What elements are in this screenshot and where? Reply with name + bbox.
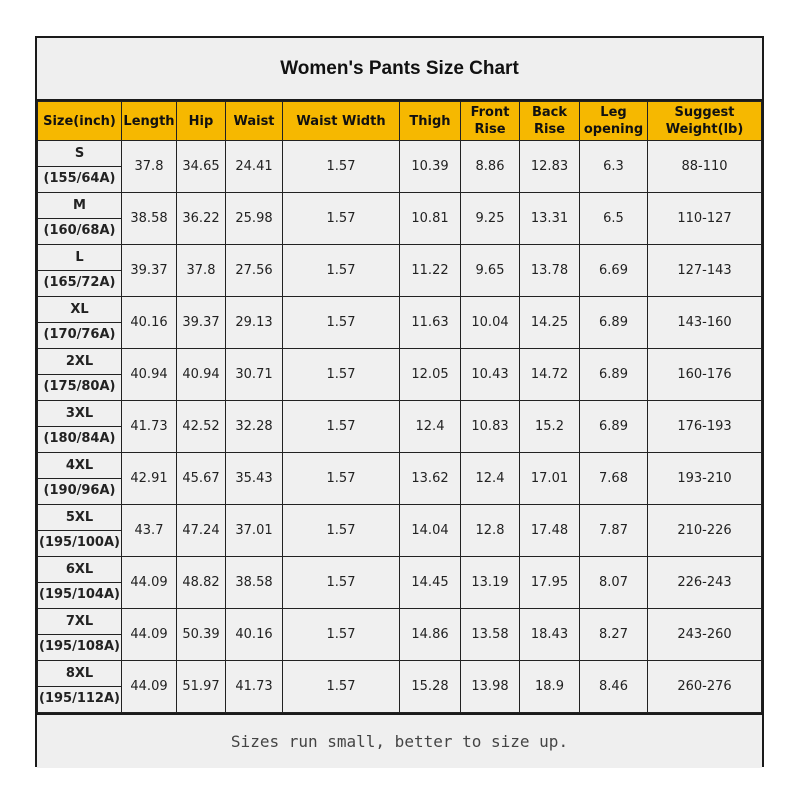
measurement-cell: 41.73: [122, 401, 177, 453]
measurement-cell: 47.24: [177, 505, 226, 557]
measurement-cell: 44.09: [122, 609, 177, 661]
measurement-cell: 30.71: [226, 349, 283, 401]
measurement-cell: 29.13: [226, 297, 283, 349]
measurement-cell: 25.98: [226, 193, 283, 245]
measurement-cell: 193-210: [648, 453, 762, 505]
measurement-cell: 243-260: [648, 609, 762, 661]
measurement-cell: 210-226: [648, 505, 762, 557]
measurement-cell: 39.37: [122, 245, 177, 297]
size-cell: [38, 245, 122, 297]
measurement-cell: 13.78: [520, 245, 580, 297]
size-cell: [38, 453, 122, 505]
measurement-cell: 48.82: [177, 557, 226, 609]
measurement-cell: 226-243: [648, 557, 762, 609]
size-cell: [38, 297, 122, 349]
size-label: 4XL: [38, 454, 121, 479]
measurement-cell: 37.8: [122, 141, 177, 193]
measurement-cell: 12.4: [400, 401, 461, 453]
measurement-cell: 6.5: [580, 193, 648, 245]
measurement-cell: 1.57: [283, 401, 400, 453]
column-header: Thigh: [400, 102, 461, 141]
measurement-cell: 24.41: [226, 141, 283, 193]
measurement-cell: 12.83: [520, 141, 580, 193]
measurement-cell: 14.04: [400, 505, 461, 557]
measurement-cell: 37.8: [177, 245, 226, 297]
measurement-cell: 38.58: [122, 193, 177, 245]
measurement-cell: 13.62: [400, 453, 461, 505]
measurement-cell: 11.63: [400, 297, 461, 349]
measurement-cell: 27.56: [226, 245, 283, 297]
measurement-cell: 43.7: [122, 505, 177, 557]
measurement-cell: 18.9: [520, 661, 580, 713]
measurement-cell: 35.43: [226, 453, 283, 505]
measurement-cell: 1.57: [283, 193, 400, 245]
measurement-cell: 9.65: [461, 245, 520, 297]
measurement-cell: 12.8: [461, 505, 520, 557]
size-code: (175/80A): [43, 379, 116, 394]
size-label: L: [38, 246, 121, 271]
column-header: Back Rise: [520, 102, 580, 141]
measurement-cell: 6.69: [580, 245, 648, 297]
measurement-cell: 10.81: [400, 193, 461, 245]
column-header: Waist: [226, 102, 283, 141]
measurement-cell: 6.89: [580, 401, 648, 453]
measurement-cell: 15.28: [400, 661, 461, 713]
measurement-cell: 6.3: [580, 141, 648, 193]
column-header: Size(inch): [38, 102, 122, 141]
measurement-cell: 39.37: [177, 297, 226, 349]
table-row: [38, 245, 762, 297]
measurement-cell: 12.05: [400, 349, 461, 401]
measurement-cell: 10.39: [400, 141, 461, 193]
size-table: [37, 101, 762, 713]
measurement-cell: 88-110: [648, 141, 762, 193]
size-cell: [38, 661, 122, 713]
measurement-cell: 12.4: [461, 453, 520, 505]
chart-title: Women's Pants Size Chart: [37, 38, 762, 101]
size-label: 7XL: [38, 610, 121, 635]
size-cell: [38, 557, 122, 609]
measurement-cell: 41.73: [226, 661, 283, 713]
measurement-cell: 1.57: [283, 661, 400, 713]
measurement-cell: 42.52: [177, 401, 226, 453]
table-row: [38, 557, 762, 609]
measurement-cell: 14.45: [400, 557, 461, 609]
measurement-cell: 8.46: [580, 661, 648, 713]
size-code: (170/76A): [43, 327, 116, 342]
measurement-cell: 127-143: [648, 245, 762, 297]
measurement-cell: 32.28: [226, 401, 283, 453]
size-code: (165/72A): [43, 275, 116, 290]
measurement-cell: 110-127: [648, 193, 762, 245]
measurement-cell: 260-276: [648, 661, 762, 713]
size-code: (195/112A): [39, 691, 120, 706]
size-code: (195/100A): [39, 535, 120, 550]
measurement-cell: 14.72: [520, 349, 580, 401]
measurement-cell: 8.86: [461, 141, 520, 193]
header-row: [38, 102, 762, 141]
measurement-cell: 45.67: [177, 453, 226, 505]
size-label: 5XL: [38, 506, 121, 531]
size-note: Sizes run small, better to size up.: [37, 713, 762, 768]
measurement-cell: 14.86: [400, 609, 461, 661]
size-label: 6XL: [38, 558, 121, 583]
measurement-cell: 51.97: [177, 661, 226, 713]
size-chart: [35, 36, 764, 767]
measurement-cell: 13.58: [461, 609, 520, 661]
measurement-cell: 9.25: [461, 193, 520, 245]
table-row: [38, 609, 762, 661]
measurement-cell: 18.43: [520, 609, 580, 661]
column-header: Waist Width: [283, 102, 400, 141]
size-cell: [38, 401, 122, 453]
size-code: (195/104A): [39, 587, 120, 602]
table-row: [38, 349, 762, 401]
column-header: Suggest Weight(lb): [648, 102, 762, 141]
measurement-cell: 6.89: [580, 297, 648, 349]
measurement-cell: 42.91: [122, 453, 177, 505]
size-label: 8XL: [38, 662, 121, 687]
table-row: [38, 661, 762, 713]
size-label: 3XL: [38, 402, 121, 427]
measurement-cell: 17.95: [520, 557, 580, 609]
size-cell: [38, 505, 122, 557]
measurement-cell: 1.57: [283, 557, 400, 609]
measurement-cell: 1.57: [283, 453, 400, 505]
measurement-cell: 17.01: [520, 453, 580, 505]
size-code: (155/64A): [43, 171, 116, 186]
measurement-cell: 13.98: [461, 661, 520, 713]
column-header: Leg opening: [580, 102, 648, 141]
size-code: (195/108A): [39, 639, 120, 654]
measurement-cell: 36.22: [177, 193, 226, 245]
column-header: Front Rise: [461, 102, 520, 141]
measurement-cell: 37.01: [226, 505, 283, 557]
measurement-cell: 7.68: [580, 453, 648, 505]
measurement-cell: 13.19: [461, 557, 520, 609]
table-body: [38, 141, 762, 713]
measurement-cell: 40.16: [122, 297, 177, 349]
size-label: S: [38, 142, 121, 167]
measurement-cell: 1.57: [283, 245, 400, 297]
measurement-cell: 10.83: [461, 401, 520, 453]
size-label: M: [38, 194, 121, 219]
measurement-cell: 1.57: [283, 141, 400, 193]
measurement-cell: 44.09: [122, 557, 177, 609]
measurement-cell: 1.57: [283, 505, 400, 557]
size-label: 2XL: [38, 350, 121, 375]
column-header: Hip: [177, 102, 226, 141]
measurement-cell: 40.94: [177, 349, 226, 401]
measurement-cell: 160-176: [648, 349, 762, 401]
measurement-cell: 40.16: [226, 609, 283, 661]
size-label: XL: [38, 298, 121, 323]
size-code: (190/96A): [43, 483, 116, 498]
size-code: (160/68A): [43, 223, 116, 238]
measurement-cell: 143-160: [648, 297, 762, 349]
size-cell: [38, 193, 122, 245]
measurement-cell: 44.09: [122, 661, 177, 713]
measurement-cell: 14.25: [520, 297, 580, 349]
measurement-cell: 50.39: [177, 609, 226, 661]
measurement-cell: 6.89: [580, 349, 648, 401]
measurement-cell: 38.58: [226, 557, 283, 609]
measurement-cell: 8.27: [580, 609, 648, 661]
measurement-cell: 34.65: [177, 141, 226, 193]
measurement-cell: 7.87: [580, 505, 648, 557]
measurement-cell: 13.31: [520, 193, 580, 245]
size-cell: [38, 141, 122, 193]
measurement-cell: 1.57: [283, 609, 400, 661]
table-row: [38, 453, 762, 505]
size-cell: [38, 609, 122, 661]
table-row: [38, 505, 762, 557]
measurement-cell: 8.07: [580, 557, 648, 609]
measurement-cell: 17.48: [520, 505, 580, 557]
measurement-cell: 15.2: [520, 401, 580, 453]
table-row: [38, 401, 762, 453]
measurement-cell: 10.04: [461, 297, 520, 349]
table-row: [38, 141, 762, 193]
table-row: [38, 297, 762, 349]
measurement-cell: 40.94: [122, 349, 177, 401]
measurement-cell: 1.57: [283, 297, 400, 349]
size-cell: [38, 349, 122, 401]
measurement-cell: 1.57: [283, 349, 400, 401]
table-row: [38, 193, 762, 245]
measurement-cell: 176-193: [648, 401, 762, 453]
size-code: (180/84A): [43, 431, 116, 446]
column-header: Length: [122, 102, 177, 141]
measurement-cell: 11.22: [400, 245, 461, 297]
measurement-cell: 10.43: [461, 349, 520, 401]
